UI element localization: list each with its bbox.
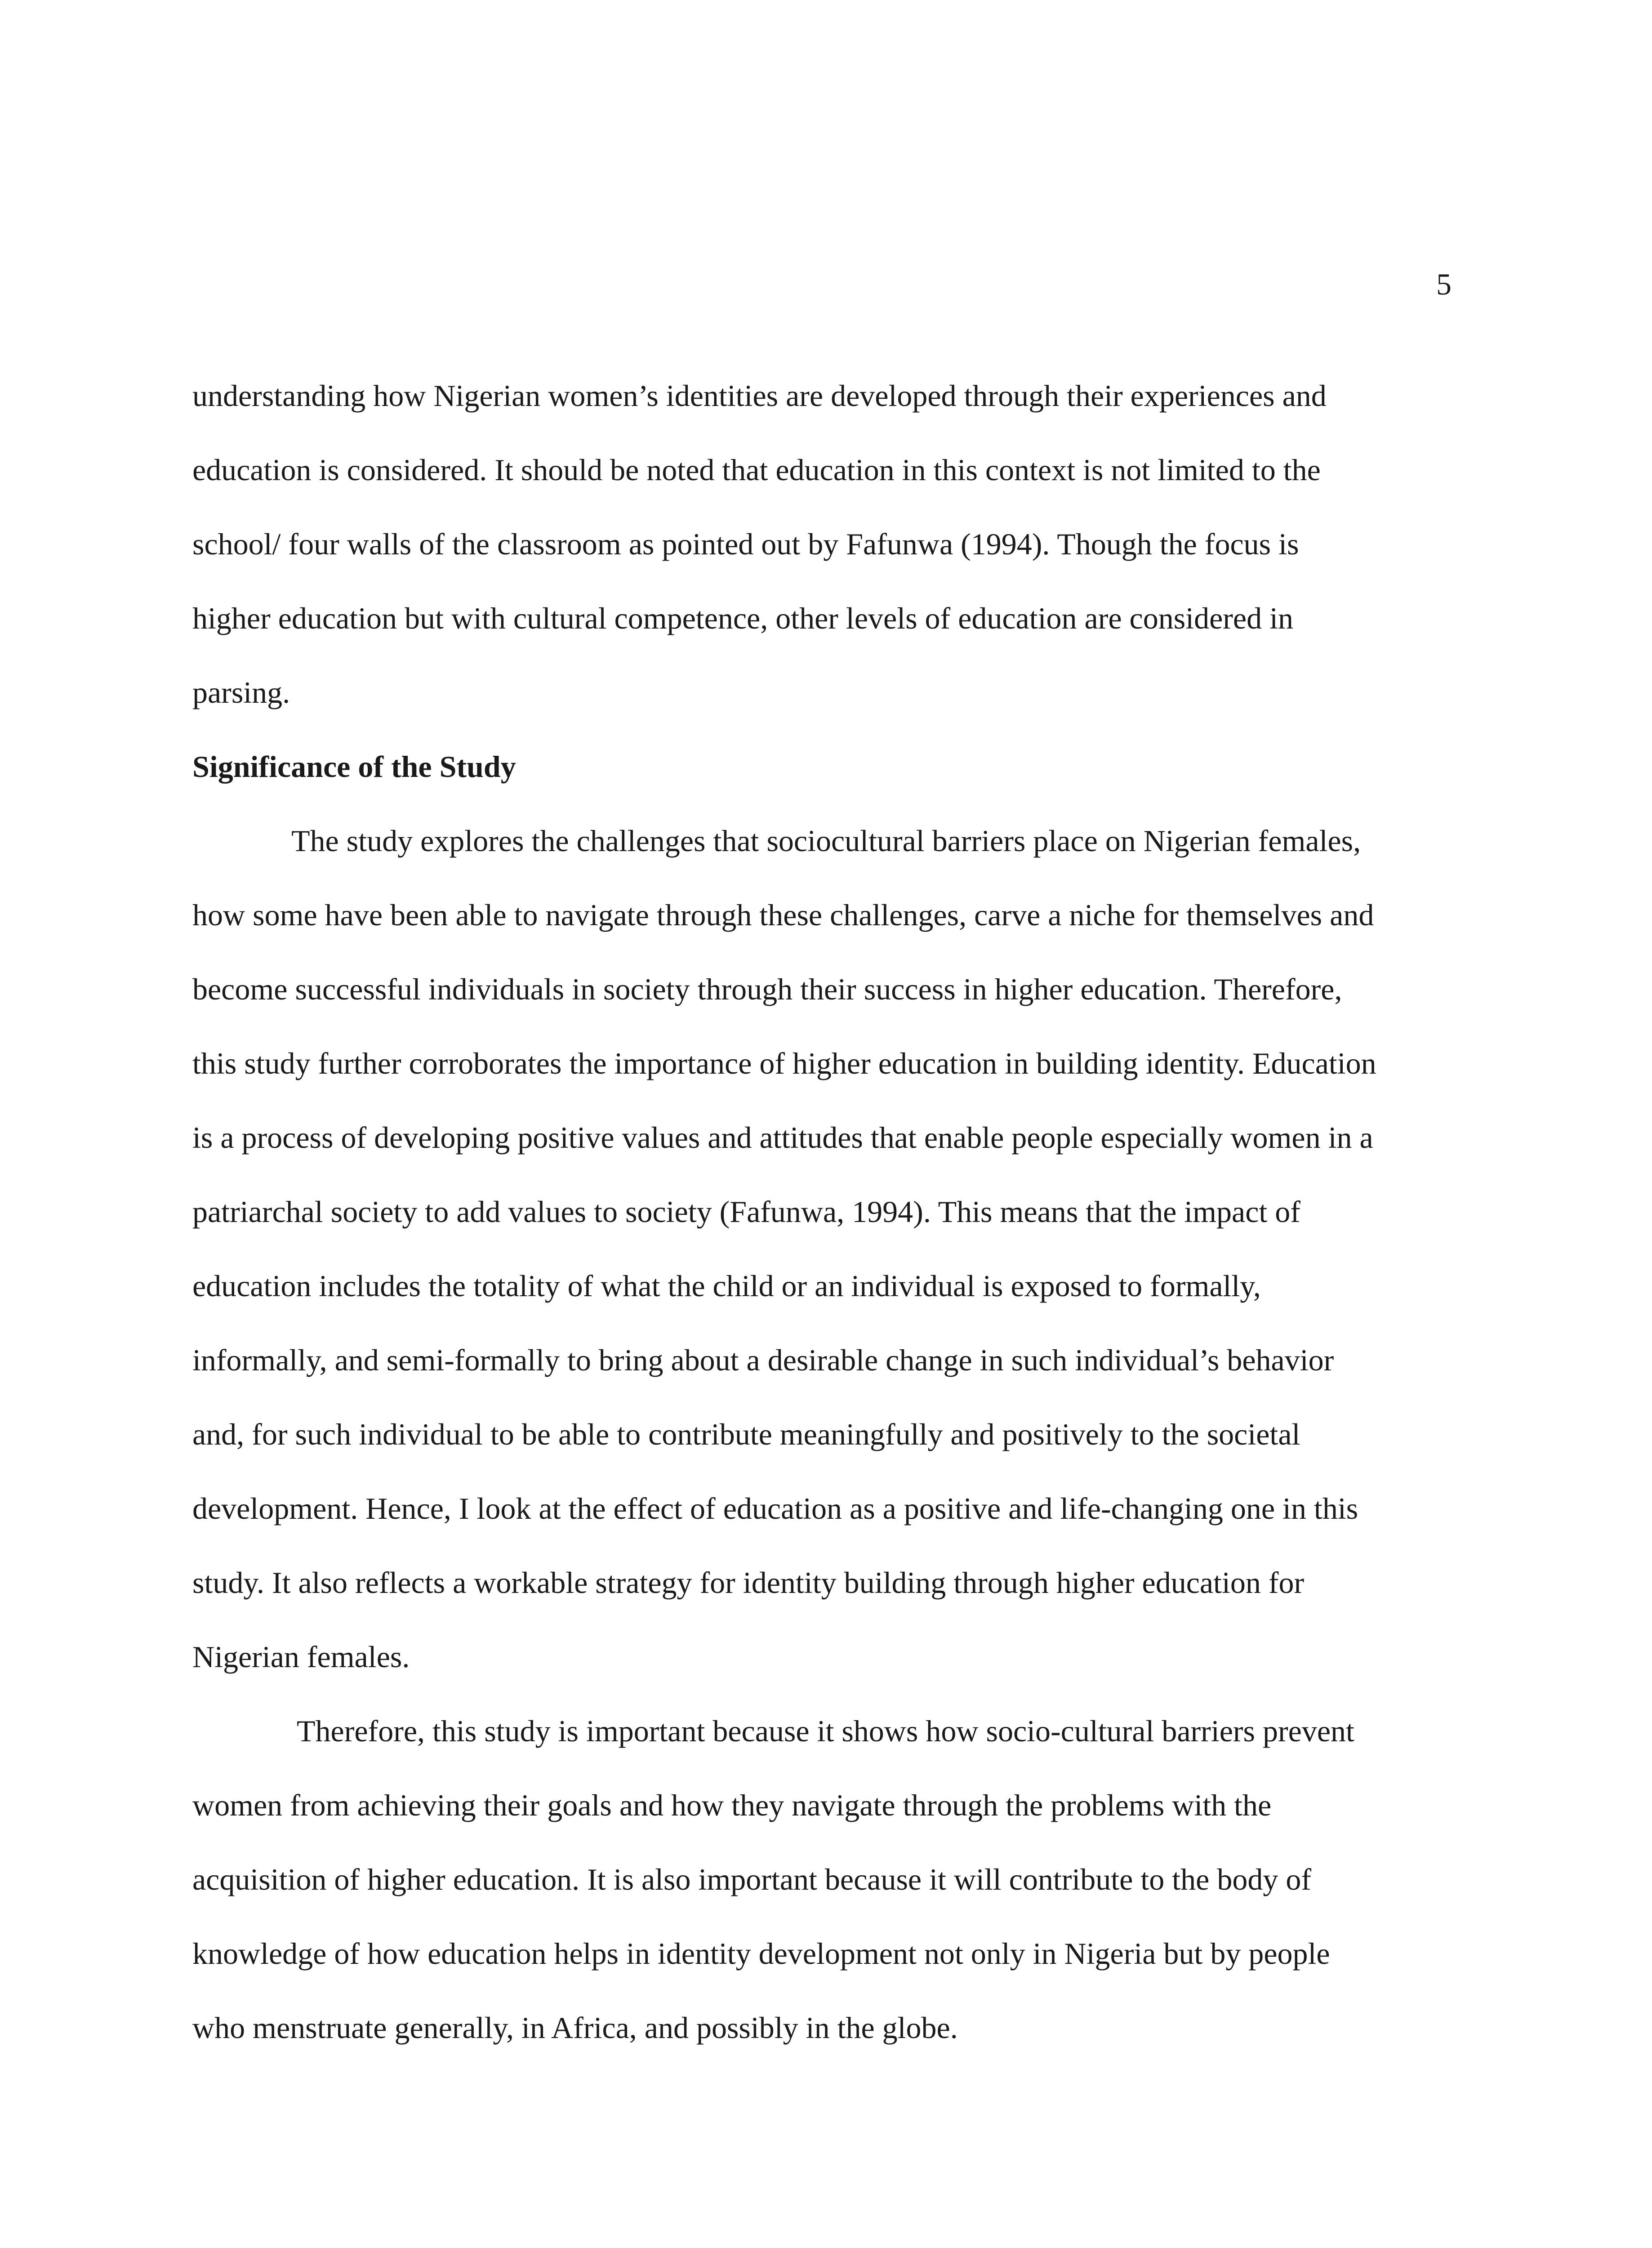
text-line: parsing.: [192, 675, 290, 709]
text-line: how some have been able to navigate through these challenges, carve a niche for themselves and: [192, 898, 1374, 932]
text-line: become successful individuals in society through their success in higher education. Therefore,: [192, 972, 1342, 1006]
text-line: who menstruate generally, in Africa, and possibly in the globe.: [192, 2011, 958, 2045]
text-line: higher education but with cultural competence, other levels of education are considered in: [192, 601, 1293, 635]
text-line: this study further corroborates the importance of higher education in building identity. Education: [192, 1046, 1376, 1080]
text-line: education includes the totality of what the child or an individual is exposed to formally,: [192, 1269, 1261, 1303]
text-line: Nigerian females.: [192, 1640, 410, 1674]
page-body: [192, 359, 1442, 2065]
text-line: informally, and semi-formally to bring about a desirable change in such individual’s behavior: [192, 1343, 1334, 1377]
text-line: development. Hence, I look at the effect of education as a positive and life-changing one in this: [192, 1491, 1358, 1525]
paragraph-continuation: [192, 359, 1442, 730]
text-line: education is considered. It should be noted that education in this context is not limited to the: [192, 453, 1321, 487]
section-heading: Significance of the Study: [192, 749, 516, 784]
text-line: is a process of developing positive values and attitudes that enable people especially women in a: [192, 1120, 1373, 1155]
page-number: 5: [1436, 267, 1452, 301]
paragraph-importance: [192, 1694, 1442, 2065]
text-line: patriarchal society to add values to society (Fafunwa, 1994). This means that the impact of: [192, 1195, 1300, 1229]
text-line: and, for such individual to be able to contribute meaningfully and positively to the societal: [192, 1417, 1300, 1451]
text-line: The study explores the challenges that sociocultural barriers place on Nigerian females,: [291, 824, 1361, 858]
text-line: study. It also reflects a workable strategy for identity building through higher education for: [192, 1566, 1305, 1600]
text-line: women from achieving their goals and how they navigate through the problems with the: [192, 1788, 1272, 1822]
text-line: acquisition of higher education. It is also important because it will contribute to the body of: [192, 1862, 1311, 1896]
text-line: knowledge of how education helps in identity development not only in Nigeria but by people: [192, 1936, 1330, 1971]
text-line: understanding how Nigerian women’s identities are developed through their experiences and: [192, 379, 1327, 413]
text-line: Therefore, this study is important because it shows how socio-cultural barriers prevent: [297, 1714, 1354, 1748]
paragraph-significance: [192, 804, 1442, 1694]
text-line: school/ four walls of the classroom as pointed out by Fafunwa (1994). Though the focus is: [192, 527, 1299, 561]
